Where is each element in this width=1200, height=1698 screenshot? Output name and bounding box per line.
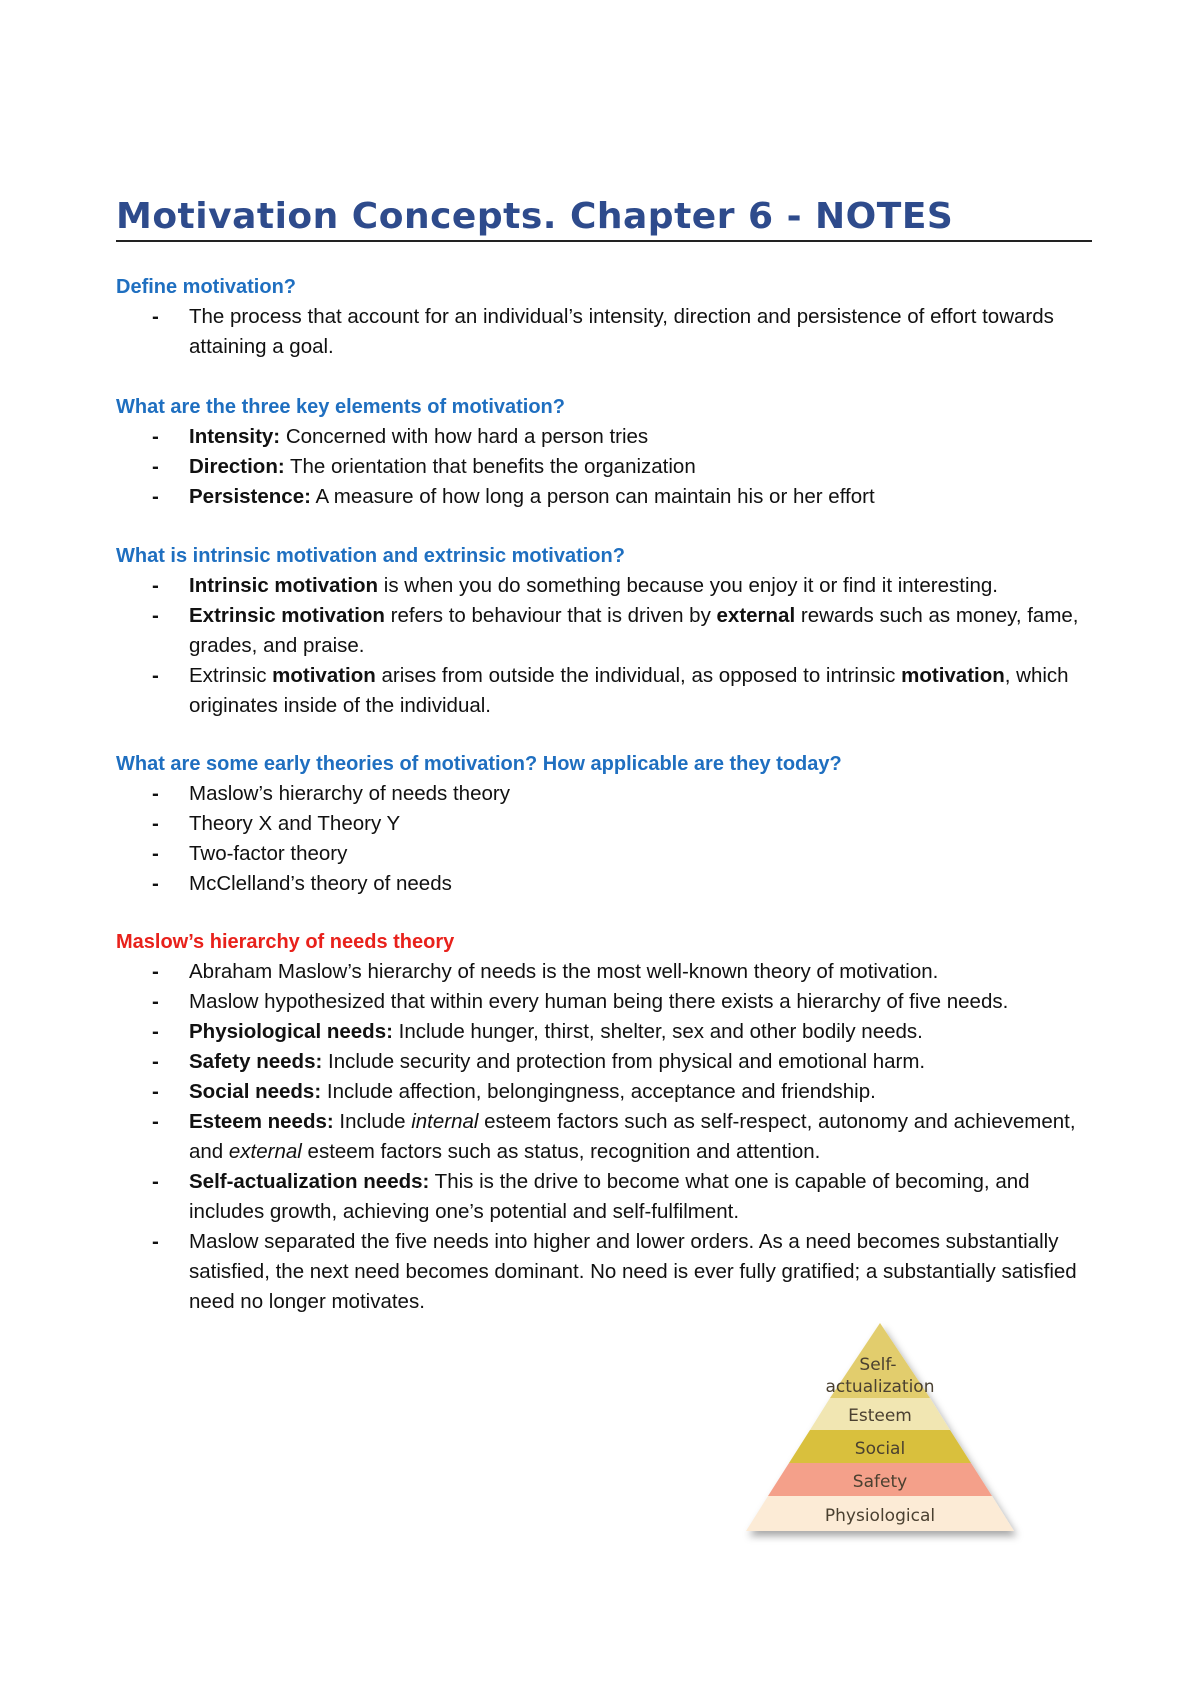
pyramid-label-actualization: actualization <box>825 1377 935 1397</box>
pyramid-label-social: Social <box>854 1439 906 1459</box>
bullet-dash: - <box>152 485 159 508</box>
list-item: - Social needs: Include affection, belongingness, acceptance and friendship. <box>116 1077 1094 1107</box>
section-heading: What are the three key elements of motivation? <box>116 396 565 418</box>
section-heading: What are some early theories of motivation? How applicable are they today? <box>116 753 842 775</box>
list-item: - Physiological needs: Include hunger, thirst, shelter, sex and other bodily needs. <box>116 1017 1094 1047</box>
bullet-dash: - <box>152 425 159 448</box>
bullet-dash: - <box>152 1020 159 1043</box>
bullet-dash: - <box>152 812 159 835</box>
pyramid-label-physiological: Physiological <box>824 1506 936 1526</box>
bullet-dash: - <box>152 305 159 328</box>
list-item: - Esteem needs: Include internal esteem factors such as self-respect, autonomy and achievement, and external esteem factors such as status, recognition and attention. <box>116 1107 1094 1167</box>
list-item: - McClelland’s theory of needs <box>116 869 1094 899</box>
list-item: - Maslow’s hierarchy of needs theory <box>116 779 1094 809</box>
bullet-list <box>116 779 1116 899</box>
bullet-list <box>116 957 1116 1317</box>
bullet-dash: - <box>152 990 159 1013</box>
pyramid-label-esteem: Esteem <box>848 1406 912 1426</box>
section-intrinsic-extrinsic <box>116 541 1116 721</box>
list-item: - Intensity: Concerned with how hard a person tries <box>116 422 1094 452</box>
list-item: - Abraham Maslow’s hierarchy of needs is the most well-known theory of motivation. <box>116 957 1094 987</box>
list-item: - Theory X and Theory Y <box>116 809 1094 839</box>
bullet-list <box>116 422 1116 512</box>
list-item: - Maslow separated the five needs into higher and lower orders. As a need becomes substantially satisfied, the next need becomes dominant. No need is ever fully gratified; a substantially satisfied need no longer motivates. <box>116 1227 1094 1317</box>
list-item: - Extrinsic motivation arises from outside the individual, as opposed to intrinsic motivation, which originates inside of the individual. <box>116 661 1094 721</box>
list-item: - Self-actualization needs: This is the drive to become what one is capable of becoming, and includes growth, achieving one’s potential and self-fulfilment. <box>116 1167 1094 1227</box>
bullet-dash: - <box>152 842 159 865</box>
list-item: - Direction: The orientation that benefits the organization <box>116 452 1094 482</box>
bullet-dash: - <box>152 455 159 478</box>
list-item: - The process that account for an individual’s intensity, direction and persistence of effort towards attaining a goal. <box>116 302 1094 362</box>
section-early-theories <box>116 749 1116 899</box>
maslow-pyramid-figure <box>670 1318 1090 1548</box>
bullet-dash: - <box>152 1230 159 1253</box>
list-item: - Safety needs: Include security and protection from physical and emotional harm. <box>116 1047 1094 1077</box>
bullet-list <box>116 302 1116 362</box>
bullet-dash: - <box>152 1050 159 1073</box>
section-heading: Define motivation? <box>116 276 297 298</box>
title-underline <box>116 240 1092 242</box>
bullet-dash: - <box>152 664 159 687</box>
bullet-dash: - <box>152 1170 159 1193</box>
bullet-dash: - <box>152 782 159 805</box>
section-heading: Maslow’s hierarchy of needs theory <box>116 931 455 953</box>
bullet-dash: - <box>152 1080 159 1103</box>
bullet-dash: - <box>152 574 159 597</box>
bullet-dash: - <box>152 872 159 895</box>
list-item: - Intrinsic motivation is when you do something because you enjoy it or find it interesting. <box>116 571 1094 601</box>
bullet-dash: - <box>152 960 159 983</box>
list-item: - Persistence: A measure of how long a person can maintain his or her effort <box>116 482 1094 512</box>
pyramid-label-safety: Safety <box>852 1472 908 1492</box>
bullet-list <box>116 571 1116 721</box>
bullet-dash: - <box>152 604 159 627</box>
section-define-motivation <box>116 272 1116 362</box>
list-item: - Maslow hypothesized that within every human being there exists a hierarchy of five needs. <box>116 987 1094 1017</box>
list-item: - Two-factor theory <box>116 839 1094 869</box>
pyramid-label-self: Self- <box>859 1355 897 1375</box>
page-title: Motivation Concepts. Chapter 6 - NOTES <box>116 196 954 237</box>
bullet-dash: - <box>152 1110 159 1133</box>
section-maslow <box>116 927 1116 1317</box>
list-item: - Extrinsic motivation refers to behaviour that is driven by external rewards such as money, fame, grades, and praise. <box>116 601 1094 661</box>
section-heading: What is intrinsic motivation and extrinsic motivation? <box>116 545 625 567</box>
section-key-elements <box>116 392 1116 512</box>
